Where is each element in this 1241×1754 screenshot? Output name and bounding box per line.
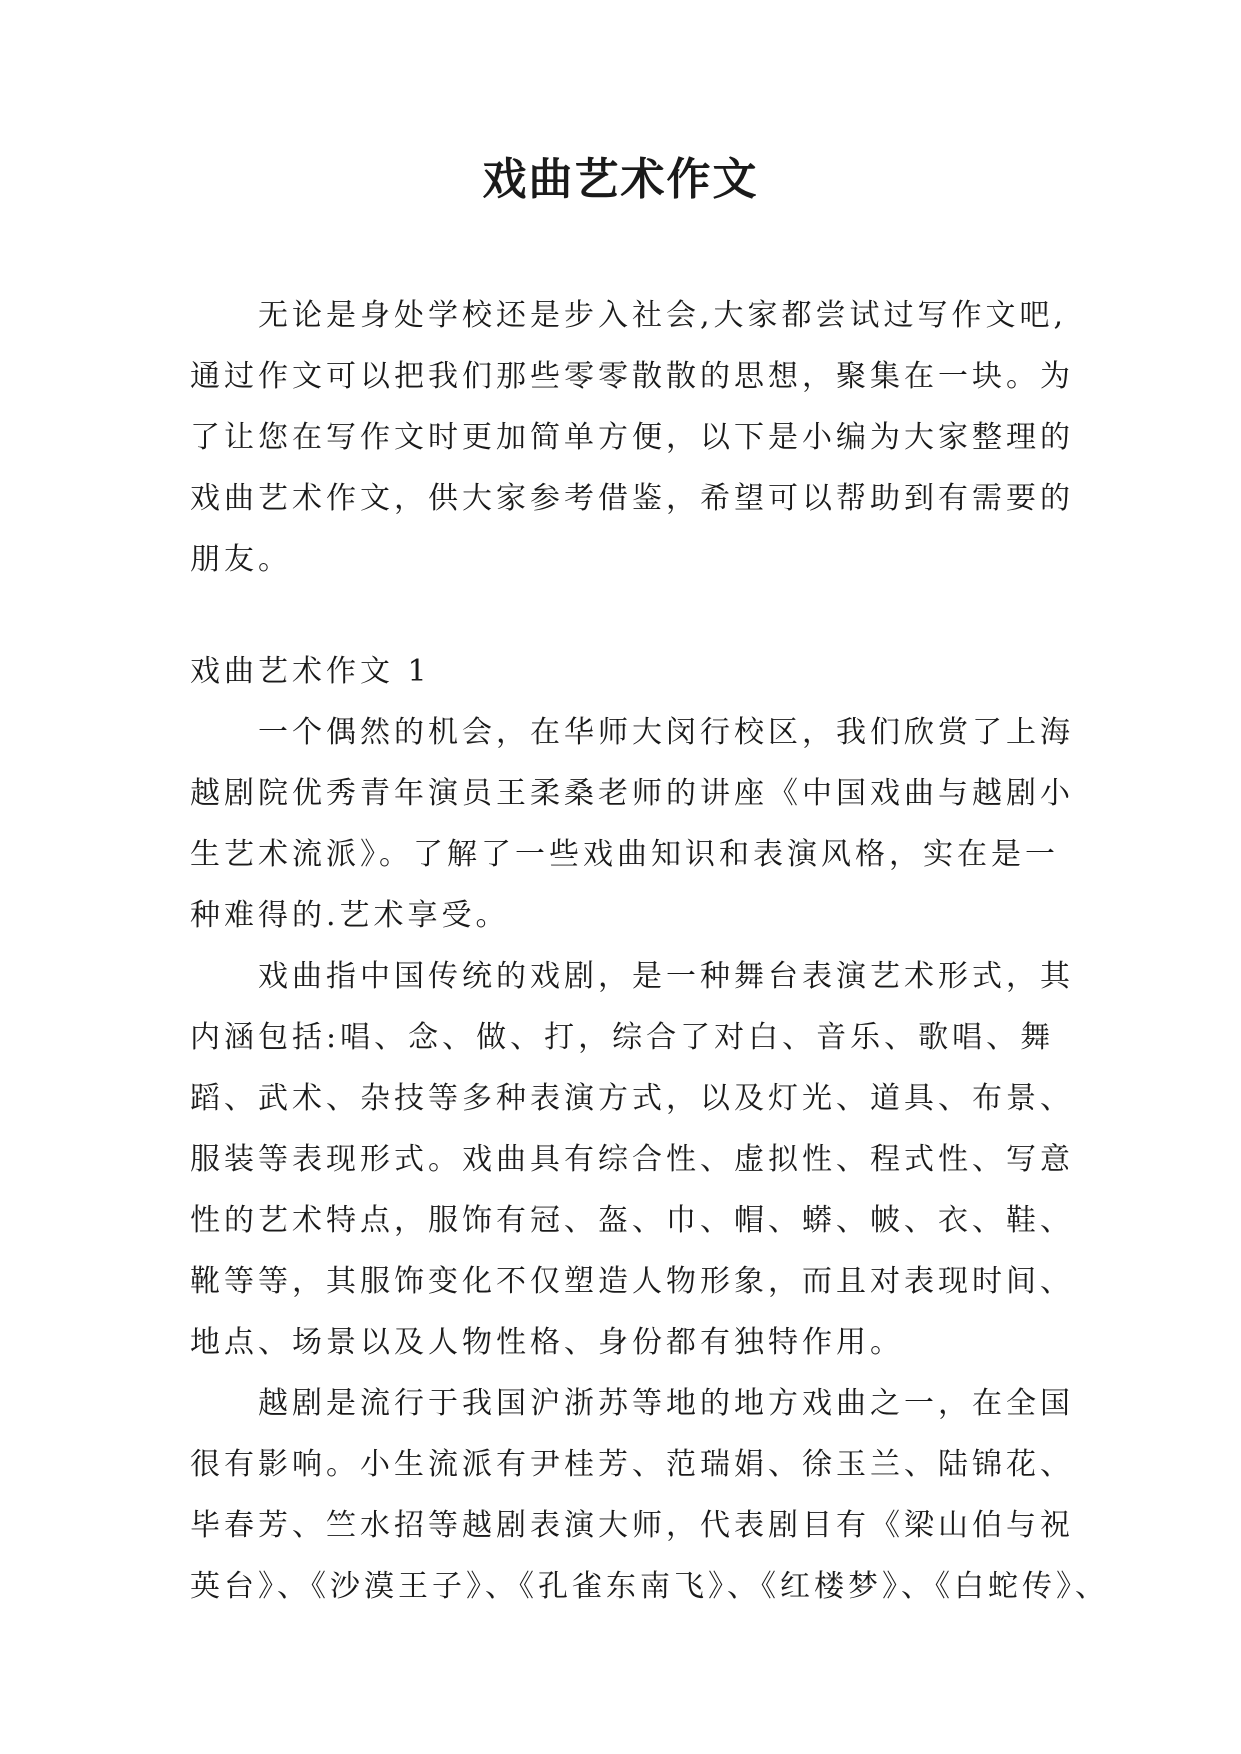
body-line: 很有影响。小生流派有尹桂芳、范瑞娟、徐玉兰、陆锦花、 <box>190 1447 1074 1482</box>
intro-line: 通过作文可以把我们那些零零散散的思想，聚集在一块。为 <box>190 359 1074 394</box>
section-body <box>190 702 1109 1617</box>
body-line: 性的艺术特点，服饰有冠、盔、巾、帽、蟒、帔、衣、鞋、 <box>190 1203 1074 1238</box>
intro-paragraph <box>190 285 1074 590</box>
body-line: 戏曲指中国传统的戏剧，是一种舞台表演艺术形式，其 <box>190 959 1074 994</box>
intro-line: 了让您在写作文时更加简单方便，以下是小编为大家整理的 <box>190 420 1074 455</box>
body-line: 地点、场景以及人物性格、身份都有独特作用。 <box>190 1325 904 1360</box>
body-line: 内涵包括:唱、念、做、打，综合了对白、音乐、歌唱、舞 <box>190 1020 1055 1055</box>
body-line: 生艺术流派》。了解了一些戏曲知识和表演风格，实在是一 <box>190 837 1059 872</box>
body-line: 毕春芳、竺水招等越剧表演大师，代表剧目有《梁山伯与祝 <box>190 1508 1074 1543</box>
intro-line: 戏曲艺术作文，供大家参考借鉴，希望可以帮助到有需要的 <box>190 481 1074 516</box>
section-heading: 戏曲艺术作文 1 <box>190 654 431 689</box>
paragraph-gap <box>190 590 1050 641</box>
body-line: 越剧是流行于我国沪浙苏等地的地方戏曲之一，在全国 <box>190 1386 1074 1421</box>
body-line: 种难得的.艺术享受。 <box>190 898 510 933</box>
intro-line: 朋友。 <box>190 542 292 577</box>
body-line: 服装等表现形式。戏曲具有综合性、虚拟性、程式性、写意 <box>190 1142 1074 1177</box>
document-title: 戏曲艺术作文 <box>482 154 759 205</box>
document-content <box>190 285 1109 1617</box>
body-line: 一个偶然的机会，在华师大闵行校区，我们欣赏了上海 <box>190 715 1074 750</box>
body-line: 越剧院优秀青年演员王柔桑老师的讲座《中国戏曲与越剧小 <box>190 776 1074 811</box>
intro-line: 无论是身处学校还是步入社会,大家都尝试过写作文吧, <box>190 298 1068 333</box>
body-line: 英台》、《沙漠王子》、《孔雀东南飞》、《红楼梦》、《白蛇传》、 <box>190 1569 1109 1604</box>
body-line: 靴等等，其服饰变化不仅塑造人物形象，而且对表现时间、 <box>190 1264 1074 1299</box>
body-line: 蹈、武术、杂技等多种表演方式，以及灯光、道具、布景、 <box>190 1081 1074 1116</box>
